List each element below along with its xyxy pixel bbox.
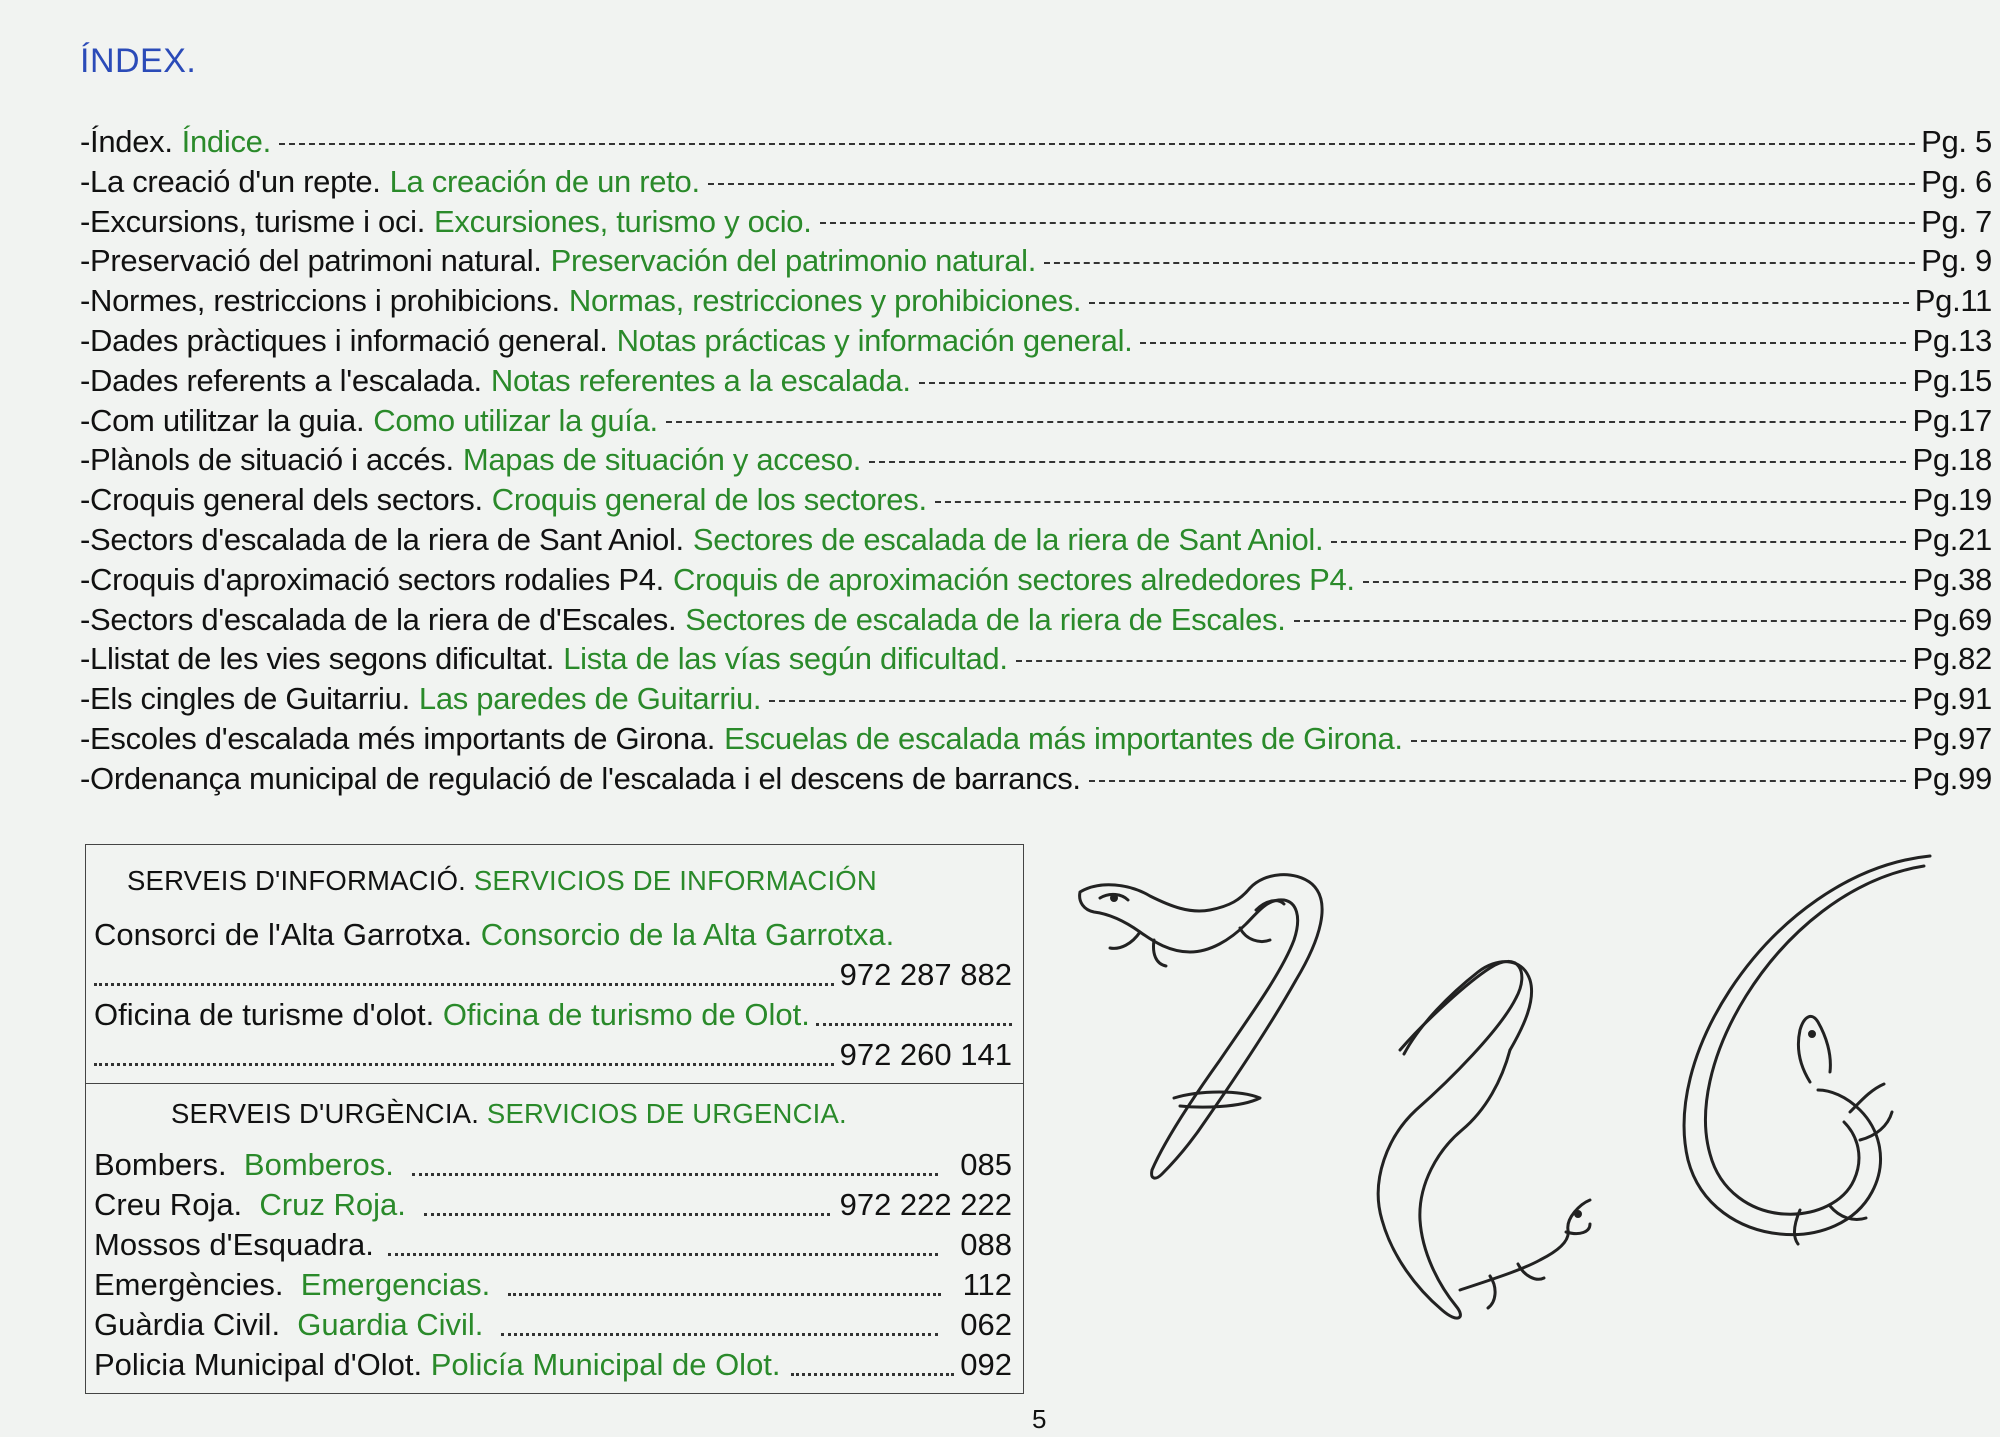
table-of-contents [80, 122, 1992, 799]
lizard-six-icon [1684, 856, 1930, 1244]
consorci-es: Consorcio de la Alta Garrotxa. [480, 917, 895, 952]
toc-title-ca: -Ordenança municipal de regulació de l'escalada i el descens de barrancs. [80, 760, 1081, 796]
dot-leader [412, 1173, 938, 1176]
heading-es: SERVICIOS DE INFORMACIÓN [473, 865, 877, 896]
lizard-eight-icon [1378, 961, 1590, 1318]
toc-row[interactable] [80, 719, 1992, 759]
toc-page: Pg.15 [1912, 362, 1992, 398]
toc-row[interactable] [80, 440, 1992, 480]
services-box [85, 844, 1024, 1394]
toc-title-es: Excursiones, turismo y ocio. [434, 203, 812, 239]
toc-title-ca: -Índex. [80, 124, 173, 159]
toc-title-ca: -Plànols de situació i accés. [80, 442, 454, 478]
toc-page: Pg. 5 [1921, 124, 1992, 159]
toc-leader [279, 143, 1915, 145]
dot-leader [508, 1293, 940, 1296]
toc-row[interactable] [80, 759, 1992, 799]
toc-title-ca: -Normes, restriccions i prohibicions. [80, 283, 560, 319]
toc-title-ca: -Sectors d'escalada de la riera de d'Escales. [80, 601, 677, 637]
toc-page: Pg.97 [1912, 720, 1992, 756]
toc-title-ca: -Els cingles de Guitarriu. [80, 681, 410, 717]
toc-row[interactable] [80, 639, 1992, 679]
toc-title-es: La creación de un reto. [389, 163, 700, 199]
consorci-phone-line [94, 957, 1012, 993]
toc-page: Pg.11 [1914, 283, 1992, 319]
dot-leader [424, 1213, 830, 1216]
toc-title-es: Preservación del patrimonio natural. [550, 243, 1037, 279]
emergency-es: Policía Municipal de Olot. [430, 1347, 781, 1382]
toc-page: Pg.69 [1912, 601, 1992, 637]
toc-title-ca: -Com utilitzar la guia. [80, 402, 365, 438]
lizard-numbers-illustration [1070, 840, 1990, 1400]
info-services-heading [127, 865, 877, 897]
toc-page: Pg. 7 [1921, 203, 1992, 239]
toc-row[interactable] [80, 281, 1992, 321]
toc-row[interactable] [80, 679, 1992, 719]
toc-page: Pg.18 [1912, 442, 1992, 478]
box-divider [86, 1083, 1023, 1084]
toc-title-es: Las paredes de Guitarriu. [418, 681, 762, 717]
toc-row[interactable] [80, 520, 1992, 560]
toc-title-ca: -Sectors d'escalada de la riera de Sant Aniol. [80, 521, 684, 557]
oficina-ca: Oficina de turisme d'olot. [94, 997, 435, 1032]
toc-title-es: Notas referentes a la escalada. [490, 362, 911, 398]
heading-ca: SERVEIS D'URGÈNCIA. [171, 1098, 480, 1129]
emergency-ca: Emergències. [94, 1267, 284, 1302]
toc-page: Pg.99 [1912, 760, 1992, 796]
toc-title-es: Mapas de situación y acceso. [462, 442, 862, 478]
heading-es: SERVICIOS DE URGENCIA. [486, 1098, 847, 1129]
toc-leader [1089, 302, 1909, 304]
toc-title-es: Sectores de escalada de la riera de Sant Aniol. [692, 521, 1324, 557]
consorci-phone: 972 287 882 [839, 957, 1012, 992]
toc-page: Pg.17 [1912, 402, 1992, 438]
emergency-es: Cruz Roja. [259, 1187, 406, 1222]
emergency-ca: Guàrdia Civil. [94, 1307, 281, 1342]
toc-leader [820, 222, 1916, 224]
emergency-number: 062 [960, 1307, 1012, 1342]
toc-row[interactable] [80, 401, 1992, 441]
toc-leader [1331, 541, 1906, 543]
emergency-item [94, 1347, 1012, 1383]
dot-leader [501, 1333, 938, 1336]
toc-title-ca: -Dades pràctiques i informació general. [80, 322, 608, 358]
emergency-ca: Mossos d'Esquadra. [94, 1227, 374, 1262]
toc-title-ca: -Croquis general dels sectors. [80, 482, 483, 518]
toc-row[interactable] [80, 122, 1992, 162]
toc-title-ca: -Escoles d'escalada més importants de Girona. [80, 720, 716, 756]
heading-ca: SERVEIS D'INFORMACIÓ. [127, 865, 466, 896]
toc-row[interactable] [80, 361, 1992, 401]
toc-title-es: Normas, restricciones y prohibiciones. [568, 283, 1082, 319]
emergency-es: Bomberos. [243, 1147, 394, 1182]
page-number: 5 [1032, 1404, 1047, 1434]
toc-leader [1294, 620, 1907, 622]
oficina-phone: 972 260 141 [839, 1037, 1012, 1072]
toc-title-ca: -Croquis d'aproximació sectors rodalies P4. [80, 561, 664, 597]
toc-leader [1140, 342, 1906, 344]
emergency-ca: Policia Municipal d'Olot. [94, 1347, 423, 1382]
toc-leader [708, 183, 1915, 185]
page-title: ÍNDEX. [80, 42, 197, 80]
toc-title-es: Lista de las vías según dificultad. [563, 641, 1008, 677]
toc-title-es: Índice. [181, 124, 271, 159]
toc-leader [935, 501, 1907, 503]
toc-leader [769, 700, 1906, 702]
emergency-number: 112 [962, 1267, 1012, 1302]
toc-title-ca: -La creació d'un repte. [80, 163, 381, 199]
toc-page: Pg.91 [1912, 681, 1992, 717]
dot-leader [388, 1253, 938, 1256]
toc-leader [1363, 581, 1907, 583]
toc-title-es: Croquis general de los sectores. [491, 482, 927, 518]
toc-title-es: Sectores de escalada de la riera de Escales. [685, 601, 1286, 637]
oficina-line [94, 997, 1012, 1033]
toc-page: Pg. 6 [1921, 163, 1992, 199]
toc-row[interactable] [80, 241, 1992, 281]
oficina-es: Oficina de turismo de Olot. [442, 997, 810, 1032]
emergency-number: 085 [960, 1147, 1012, 1182]
toc-title-es: Como utilizar la guía. [373, 402, 658, 438]
toc-leader [1411, 740, 1907, 742]
toc-page: Pg.13 [1912, 322, 1992, 358]
emergency-item [94, 1307, 1012, 1343]
toc-leader [666, 421, 1907, 423]
toc-page: Pg.82 [1912, 641, 1992, 677]
emergency-ca: Creu Roja. [94, 1187, 243, 1222]
toc-page: Pg.38 [1912, 561, 1992, 597]
toc-title-ca: -Excursions, turisme i oci. [80, 203, 426, 239]
toc-row[interactable] [80, 480, 1992, 520]
dot-leader [816, 1023, 1012, 1026]
toc-title-ca: -Llistat de les vies segons dificultat. [80, 641, 555, 677]
toc-title-es: Escuelas de escalada más importantes de Girona. [724, 720, 1403, 756]
toc-title-ca: -Preservació del patrimoni natural. [80, 243, 542, 279]
oficina-phone-line [94, 1037, 1012, 1073]
toc-leader [869, 461, 1906, 463]
toc-row[interactable] [80, 202, 1992, 242]
toc-title-ca: -Dades referents a l'escalada. [80, 362, 482, 398]
emergency-services-heading [171, 1098, 847, 1130]
dot-leader [791, 1373, 955, 1376]
toc-leader [919, 382, 1907, 384]
dot-leader [94, 1063, 834, 1066]
toc-title-es: Notas prácticas y información general. [616, 322, 1133, 358]
emergency-number: 972 222 222 [839, 1187, 1012, 1222]
consorci-line [94, 917, 1012, 953]
dot-leader [94, 983, 834, 986]
toc-page: Pg. 9 [1921, 243, 1992, 279]
emergency-number: 088 [960, 1227, 1012, 1262]
emergency-item [94, 1267, 1012, 1303]
toc-page: Pg.19 [1912, 482, 1992, 518]
toc-row[interactable] [80, 560, 1992, 600]
consorci-ca: Consorci de l'Alta Garrotxa. [94, 917, 473, 952]
emergency-es: Guardia Civil. [297, 1307, 484, 1342]
toc-row[interactable] [80, 162, 1992, 202]
emergency-number: 092 [960, 1347, 1012, 1382]
toc-leader [1089, 780, 1907, 782]
emergency-item [94, 1147, 1012, 1183]
toc-row[interactable] [80, 321, 1992, 361]
toc-leader [1044, 262, 1915, 264]
toc-row[interactable] [80, 600, 1992, 640]
toc-leader [1016, 660, 1907, 662]
emergency-item [94, 1187, 1012, 1223]
emergency-item [94, 1227, 1012, 1263]
lizard-seven-icon [1080, 875, 1322, 1178]
emergency-ca: Bombers. [94, 1147, 227, 1182]
emergency-es: Emergencias. [300, 1267, 491, 1302]
toc-page: Pg.21 [1912, 521, 1992, 557]
toc-title-es: Croquis de aproximación sectores alrededores P4. [673, 561, 1355, 597]
